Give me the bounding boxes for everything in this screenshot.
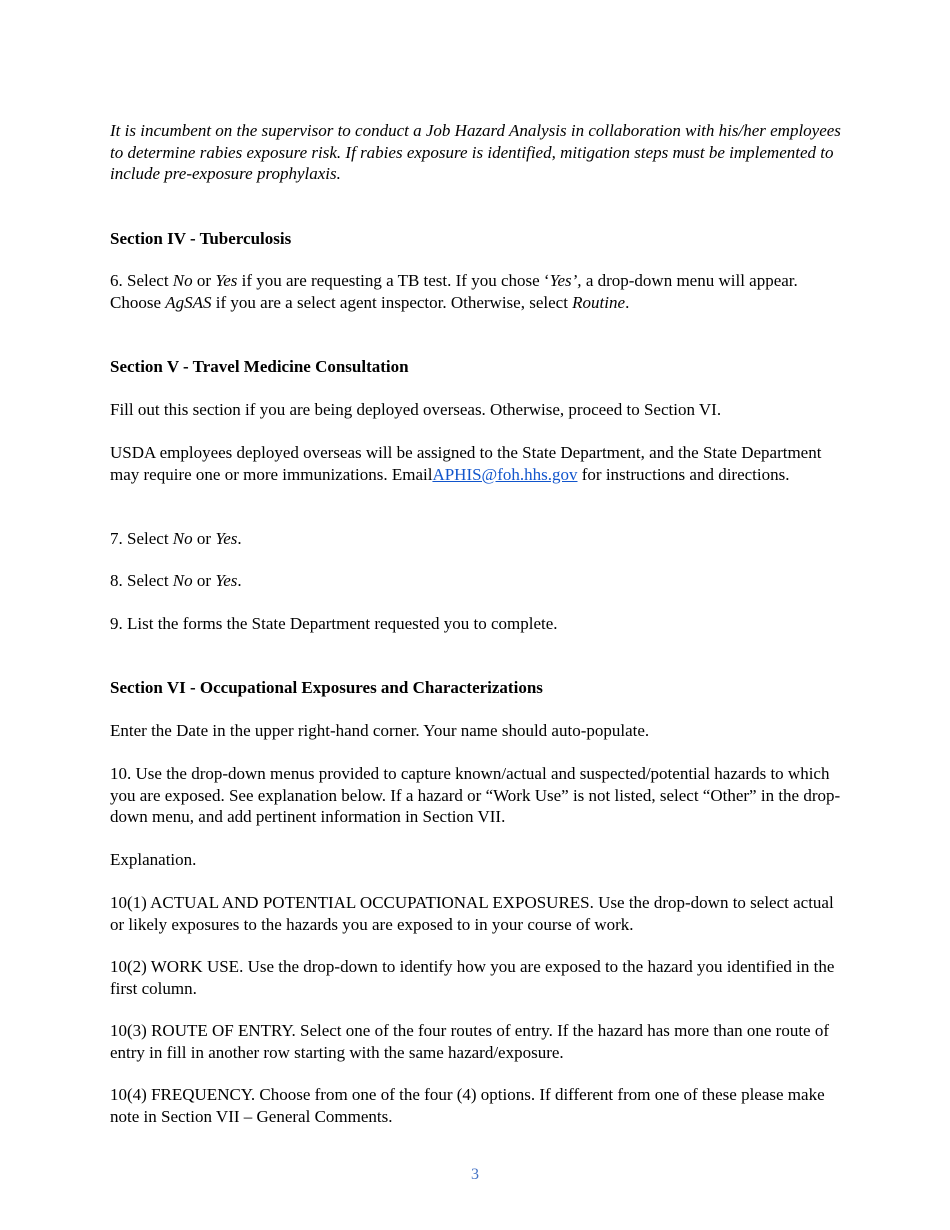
page-number: 3 [471,1166,479,1183]
item-10-paragraph: 10. Use the drop-down menus provided to capture known/actual and suspected/potential hazards to which you are exposed. See explanation below. If a hazard or “Work Use” is not listed, select “Other” in the drop-down menu, and add pertinent information in Section VII. [110,764,841,826]
option-agsas: AgSAS [165,292,212,312]
section-v-intro: Fill out this section if you are being deployed overseas. Otherwise, proceed to Section VI. [110,400,722,419]
text-run: . [237,529,242,548]
explanation-10-3: 10(3) ROUTE OF ENTRY. Select one of the four routes of entry. If the hazard has more than one route of entry in fill in another row starting with the same hazard/exposure. [110,1021,829,1062]
text-run: if you are a select agent inspector. Otherwise, select [211,292,573,312]
text-run: or [192,529,216,548]
email-link[interactable]: APHIS@foh.hhs.gov [432,464,578,484]
option-yes: Yes [215,571,238,590]
text-run: 8. Select [110,571,173,590]
explanation-10-2: 10(2) WORK USE. Use the drop-down to identify how you are exposed to the hazard you identified in the first column. [110,957,835,998]
text-run: for instructions and directions. [577,464,790,484]
explanation-label: Explanation. [110,850,197,869]
text-run: if you are requesting a TB test. If you chose ‘ [237,271,550,290]
text-run: or [192,571,216,590]
intro-paragraph: It is incumbent on the supervisor to conduct a Job Hazard Analysis in collaboration with his/her employees to determine rabies exposure risk. If rabies exposure is identified, mitigation steps must be implemented to include pre-exposure prophylaxis. [110,121,841,183]
text-run: . [237,571,242,590]
section-iv-heading: Section IV - Tuberculosis [110,229,292,248]
section-v-heading: Section V - Travel Medicine Consultation [110,357,409,376]
option-yes: Yes’, [549,271,582,290]
option-no: No [172,271,193,290]
item-8-paragraph [110,570,850,592]
section-vi-heading: Section VI - Occupational Exposures and Characterizations [110,678,543,697]
option-yes: Yes [215,529,238,548]
explanation-10-4: 10(4) FREQUENCY. Choose from one of the four (4) options. If different from one of these please make note in Section VII – General Comments. [110,1085,825,1126]
text-run: 7. Select [110,529,173,548]
text-run: 6. Select [110,271,173,290]
option-yes: Yes [215,271,238,290]
option-no: No [172,529,193,548]
text-run: USDA employees deployed overseas will be assigned to the State Department, and the State Department may require one or more immunizations. Email [110,443,822,484]
text-run: a drop-down menu will appear. Choose [110,271,798,312]
item-9-paragraph: 9. List the forms the State Department requested you to complete. [110,614,558,633]
section-vi-intro: Enter the Date in the upper right-hand corner. Your name should auto-populate. [110,721,650,740]
item-6-paragraph [110,270,850,313]
option-no: No [172,571,193,590]
item-7-paragraph [110,528,850,550]
usda-paragraph [110,442,850,485]
explanation-10-1: 10(1) ACTUAL AND POTENTIAL OCCUPATIONAL EXPOSURES. Use the drop-down to select actual or likely exposures to the hazards you are exposed to in your course of work. [110,893,834,934]
option-routine: Routine [572,292,626,312]
text-run: . [625,292,630,312]
text-run: or [192,271,216,290]
